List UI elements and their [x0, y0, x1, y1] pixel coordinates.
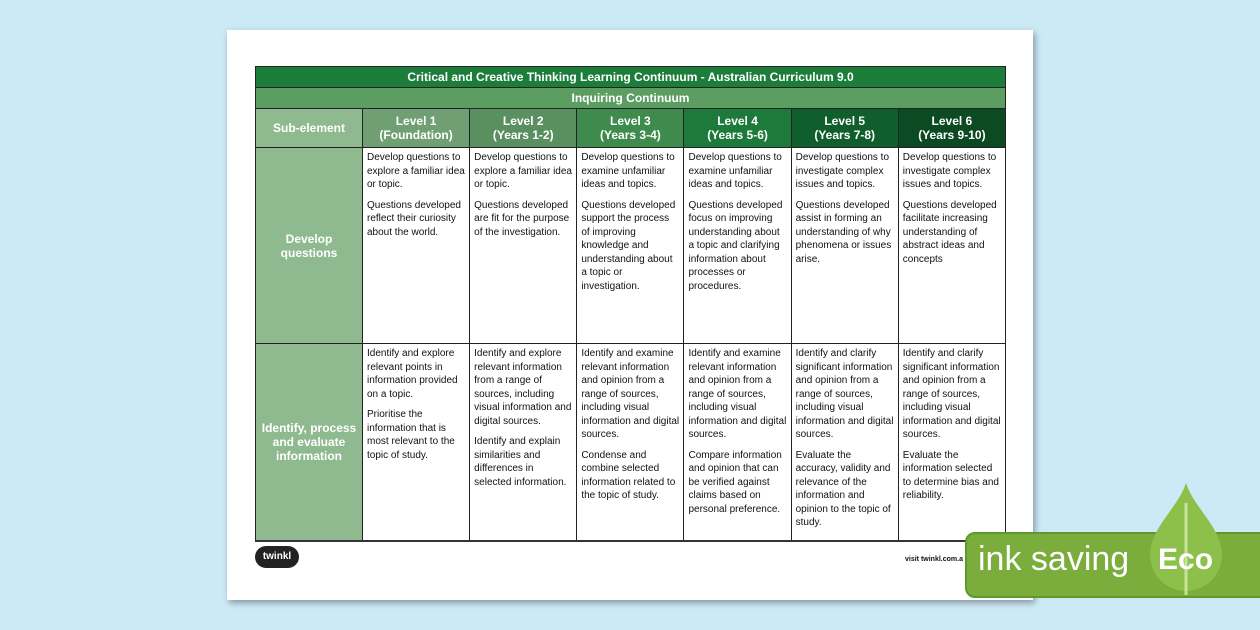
cell-text: Identify and clarify significant information and opinion from a range of sources, including visual information and digital sources.: [795, 348, 894, 440]
cell-text: Develop questions to explore a familiar idea or topic.: [474, 152, 572, 190]
cell-text: Questions developed facilitate increasing understanding of abstract ideas and concepts: [902, 199, 997, 265]
cell-text: Condense and combine selected information related to the topic of study.: [581, 449, 676, 501]
cell-text: Identify and explore relevant information from a range of sources, including visual information and digital sources.: [474, 348, 572, 427]
continuum-table: [255, 66, 1006, 541]
level-cell: [898, 344, 1005, 541]
cell-text: Identify and examine relevant information and opinion from a range of sources, including visual information and digital sources.: [688, 348, 787, 440]
level-name: Level 4: [717, 114, 758, 128]
cell-text: Questions developed focus on improving understanding about a topic and clarifying information about processes or procedures.: [688, 199, 783, 292]
level-cell: [363, 148, 470, 344]
ink-saving-text: ink saving: [978, 540, 1130, 578]
cell-text: Develop questions to investigate complex issues and topics.: [795, 152, 890, 190]
level-cell: [363, 344, 470, 541]
cell-text: Questions developed reflect their curiosity about the world.: [367, 199, 461, 238]
level-cell: [791, 344, 898, 541]
level-name: Level 3: [610, 114, 651, 128]
sub-element-label: Identify, process and evaluate information: [256, 344, 363, 541]
level-years: (Years 1-2): [492, 128, 554, 142]
level-name: Level 2: [502, 114, 544, 128]
table-row: [256, 344, 1006, 541]
cell-text: Develop questions to examine unfamiliar ideas and topics.: [581, 152, 675, 190]
cell-text: Develop questions to investigate complex issues and topics.: [902, 152, 997, 190]
level-cell: [684, 148, 791, 344]
level-years: (Years 7-8): [814, 128, 876, 142]
level-name: Level 6: [931, 114, 973, 128]
twinkl-logo: twinkl: [255, 546, 299, 568]
level-name: Level 5: [824, 114, 866, 128]
table-subtitle: Inquiring Continuum: [256, 88, 1006, 109]
level-years: (Years 3-4): [600, 128, 661, 142]
worksheet-page: [227, 30, 1033, 600]
level-cell: [470, 344, 577, 541]
cell-text: Evaluate the accuracy, validity and relevance of the information and opinion to the topic of study.: [795, 449, 891, 528]
cell-text: Evaluate the information selected to determine bias and reliability.: [902, 449, 999, 501]
cell-text: Prioritise the information that is most relevant to the topic of study.: [367, 409, 455, 461]
visit-link: visit twinkl.com.a: [905, 556, 963, 563]
level-cell: [577, 344, 684, 541]
cell-text: Identify and explain similarities and differences in selected information.: [474, 436, 567, 488]
leaf-icon: [1150, 483, 1222, 595]
footer-divider: [255, 540, 1006, 542]
header-level-1: [363, 109, 470, 148]
level-years: (Years 5-6): [707, 128, 768, 142]
header-level-3: [577, 109, 684, 148]
level-cell: [684, 344, 791, 541]
table-title: Critical and Creative Thinking Learning Continuum - Australian Curriculum 9.0: [256, 67, 1006, 88]
eco-text: Eco: [1158, 543, 1214, 576]
level-years: (Foundation): [379, 128, 453, 142]
cell-text: Identify and clarify significant information and opinion from a range of sources, including visual information and digital sources.: [902, 348, 1001, 440]
level-years: (Years 9-10): [918, 128, 986, 142]
level-cell: [577, 148, 684, 344]
header-level-4: [684, 109, 791, 148]
cell-text: Questions developed support the process of improving knowledge and understanding about a topic or investigation.: [581, 199, 676, 292]
level-cell: [898, 148, 1005, 344]
cell-text: Identify and explore relevant points in information provided on a topic.: [367, 348, 458, 400]
cell-text: Questions developed assist in forming an understanding of why phenomena or issues arise.: [795, 199, 892, 265]
sub-element-label: Develop questions: [256, 148, 363, 344]
header-sub-element: Sub-element: [256, 109, 363, 148]
cell-text: Questions developed are fit for the purpose of the investigation.: [474, 199, 570, 238]
cell-text: Develop questions to examine unfamiliar ideas and topics.: [688, 152, 782, 190]
cell-text: Identify and examine relevant information and opinion from a range of sources, including visual information and digital sources.: [581, 348, 680, 440]
header-level-6: [898, 109, 1005, 148]
level-name: Level 1: [395, 114, 437, 128]
table-row: [256, 148, 1006, 344]
header-level-5: [791, 109, 898, 148]
cell-text: Compare information and opinion that can be verified against claims based on personal preference.: [688, 449, 782, 515]
header-level-2: [470, 109, 577, 148]
level-cell: [470, 148, 577, 344]
level-cell: [791, 148, 898, 344]
cell-text: Develop questions to explore a familiar idea or topic.: [367, 152, 465, 190]
